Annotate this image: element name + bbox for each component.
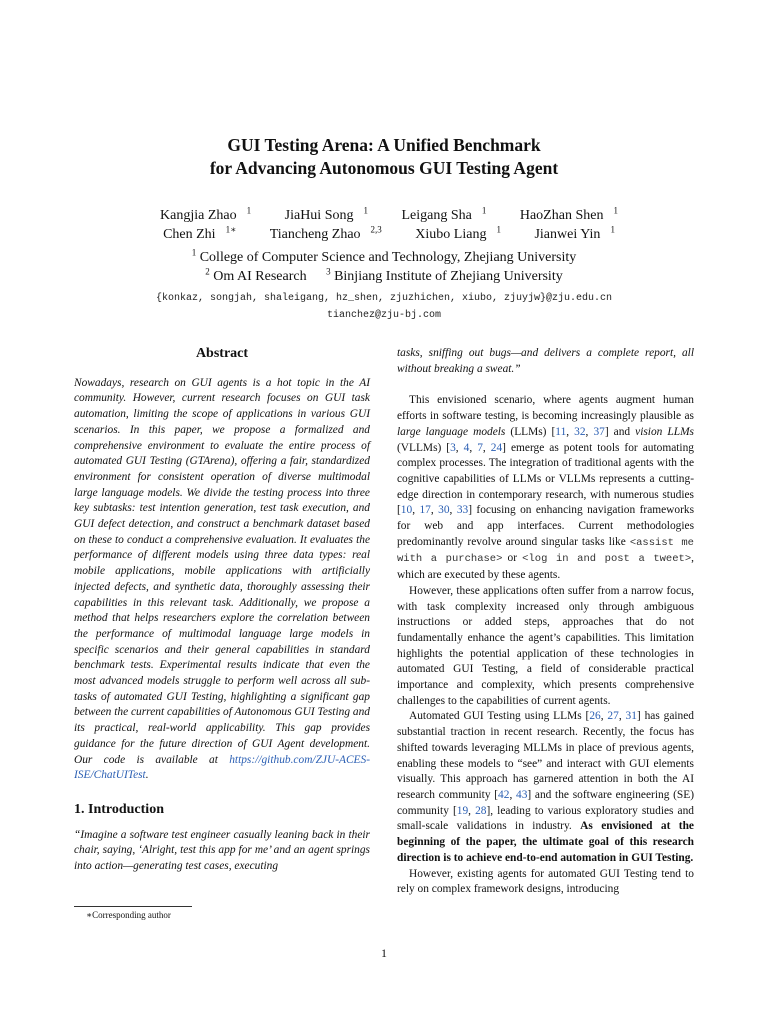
author: JiaHui Song $^1$ <box>284 205 368 223</box>
affiliations <box>0 248 768 286</box>
citation[interactable]: 7 <box>477 441 483 454</box>
citation[interactable]: 30 <box>438 504 450 517</box>
citation[interactable]: 4 <box>463 441 470 454</box>
intro-quote-continued: tasks, sniffing out bugs—and delivers a complete report, all without breaking a sweat.” <box>397 347 694 375</box>
citation[interactable]: 10 <box>400 504 413 517</box>
footnote-rule <box>74 906 192 907</box>
paragraph-2: However, these applications often suffer from a narrow focus, with task complexity increased only through ambiguous instructions or added steps, approaches that do not fundamentally enhance the agent’s capabilities. This limitation highlights the potential application of these technologies in automated GUI Testing, a field of considerable practical importance and complexity, which presents comprehensive challenges to the capabilities of current agents. <box>397 584 694 707</box>
example-task-1: <assist me with a purchase> <box>397 536 694 566</box>
affiliation-1: $^1$ College of Computer Science and Technology, Zhejiang University <box>191 247 577 265</box>
right-column <box>397 346 694 898</box>
citation[interactable]: 3 <box>450 441 456 454</box>
citation[interactable]: 43 <box>516 788 528 801</box>
citation[interactable]: 37 <box>593 425 605 438</box>
title-line-2: for Advancing Autonomous GUI Testing Agent <box>209 158 559 178</box>
citation[interactable]: 42 <box>498 788 510 801</box>
page-number: 1 <box>381 946 387 960</box>
author: HaoZhan Shen $^1$ <box>519 205 618 223</box>
author: Leigang Sha $^1$ <box>401 205 487 223</box>
example-task-2: <log in and post a tweet> <box>522 553 692 566</box>
citation[interactable]: 32 <box>574 425 586 438</box>
abstract-text: Nowadays, research on GUI agents is a hot topic in the AI community. However, current research focuses on GUI task automation, limiting the scope of applications in various GUI scenarios. In this paper, we propose a formalized and comprehensive environment to evaluate the entire process of automated GUI Testing (GTArena), offering a fair, standardized environment for consistent operation of diverse multimodal large language models. We divide the testing process into three key subtasks: test intention generation, test task execution, and GUI defect detection, and construct a benchmark dataset based on these to conduct a comprehensive evaluation. It evaluates the performance of different models using three data types: real mobile applications, mobile applications with artificially injected defects, and synthetic data, thoroughly assessing their capabilities in this relevant task. Additionally, we propose a method that helps researchers explore the correlation between the performance of multimodal language large models in specific scenarios and their general capabilities in standard benchmark tests. Experimental results indicate that even the most advanced models struggle to perform well across all sub-tasks of automated GUI Testing, highlighting a significant gap between the current capabilities of Autonomous GUI Testing and its practical, real-world applicability. This gap provides guidance for the future direction of GUI Agent development. Our code is available at https://github.com/ZJU-ACES-ISE/ChatUITest. <box>74 376 370 782</box>
intro-quote: “Imagine a software test engineer casually leaning back in their chair, saying, ‘Alright, test this app for me’ and an agent springs into action—generating test cases, executing <box>74 828 370 873</box>
author-emails <box>0 290 768 324</box>
citation[interactable]: 24 <box>490 441 503 454</box>
citation[interactable]: 17 <box>419 504 431 517</box>
author: Jianwei Yin $^1$ <box>534 224 615 242</box>
author: Chen Zhi $^{1∗}$ <box>163 224 237 242</box>
author: Xiubo Liang $^1$ <box>415 224 501 242</box>
citation[interactable]: 27 <box>607 710 619 723</box>
citation[interactable]: 19 <box>456 804 469 817</box>
abstract-heading: Abstract <box>195 346 249 361</box>
paragraph-1: This envisioned scenario, where agents augment human efforts in software testing, is becoming increasingly plausible as large language models (LLMs) [11, 32, 37] and vision LLMs (VLLMs) [3, 4, 7, 24] emerge as potent tools for automating complex processes. The integration of traditional agents with the cognitive capabilities of LLMs or VLLMs represents a cutting-edge direction in contemporary research, with numerous studies [10, 17, 30, 33] focusing on enhancing navigation frameworks for web and app interfaces. Current methodologies predominantly revolve around singular tasks like <assist me with a purchase> or <log in and post a tweet>, which are executed by these agents. <box>397 394 695 582</box>
author-row-2 <box>0 225 768 244</box>
paragraph-3: Automated GUI Testing using LLMs [26, 27, 31] has gained substantial traction in recent research. Recently, the focus has shifted towards leveraging MLLMs in place of previous agents, enabling these models to “see” and interact with GUI elements visually. This approach has garnered attention in both the AI research community [42, 43] and the software engineering (SE) community [19, 28], leading to various exploratory studies and small-scale validations in industry. As envisioned at the beginning of the paper, the ultimate goal of this research direction is to achieve end-to-end automation in GUI Testing. <box>397 710 694 864</box>
citation[interactable]: 31 <box>625 710 637 723</box>
footnote <box>74 906 370 921</box>
affiliation-2-3: $^2$ Om AI Research $^3$ Binjiang Institute of Zhejiang University <box>205 266 563 284</box>
citation[interactable]: 33 <box>456 504 469 517</box>
author: Tiancheng Zhao $^{2,3}$ <box>269 224 382 242</box>
author: Kangjia Zhao $^1$ <box>160 205 252 223</box>
section-heading-introduction: 1. Introduction <box>74 801 164 817</box>
key-statement: As envisioned at the beginning of the paper, the ultimate goal of this research direction is to achieve end-to-end automation in GUI Testing. <box>397 820 694 864</box>
citation[interactable]: 28 <box>475 804 487 817</box>
email-line-1: {konkaz, songjah, shaleigang, hz_shen, zjuzhichen, xiubo, zjuyjw}@zju.edu.cn <box>155 293 613 304</box>
citation[interactable]: 11 <box>555 425 567 438</box>
paragraph-4: However, existing agents for automated GUI Testing tend to rely on complex framework designs, introducing <box>397 867 694 896</box>
email-line-2: tianchez@zju-bj.com <box>326 310 442 321</box>
paper-title <box>0 134 768 180</box>
author-list <box>0 206 768 244</box>
citation[interactable]: 26 <box>589 710 601 723</box>
footnote-text: ∗Corresponding author <box>86 910 171 920</box>
left-column <box>74 346 370 875</box>
code-link[interactable]: https://github.com/ZJU-ACES-ISE/ChatUITest <box>74 753 370 782</box>
title-line-1: GUI Testing Arena: A Unified Benchmark <box>227 135 541 155</box>
author-row-1 <box>0 206 768 225</box>
